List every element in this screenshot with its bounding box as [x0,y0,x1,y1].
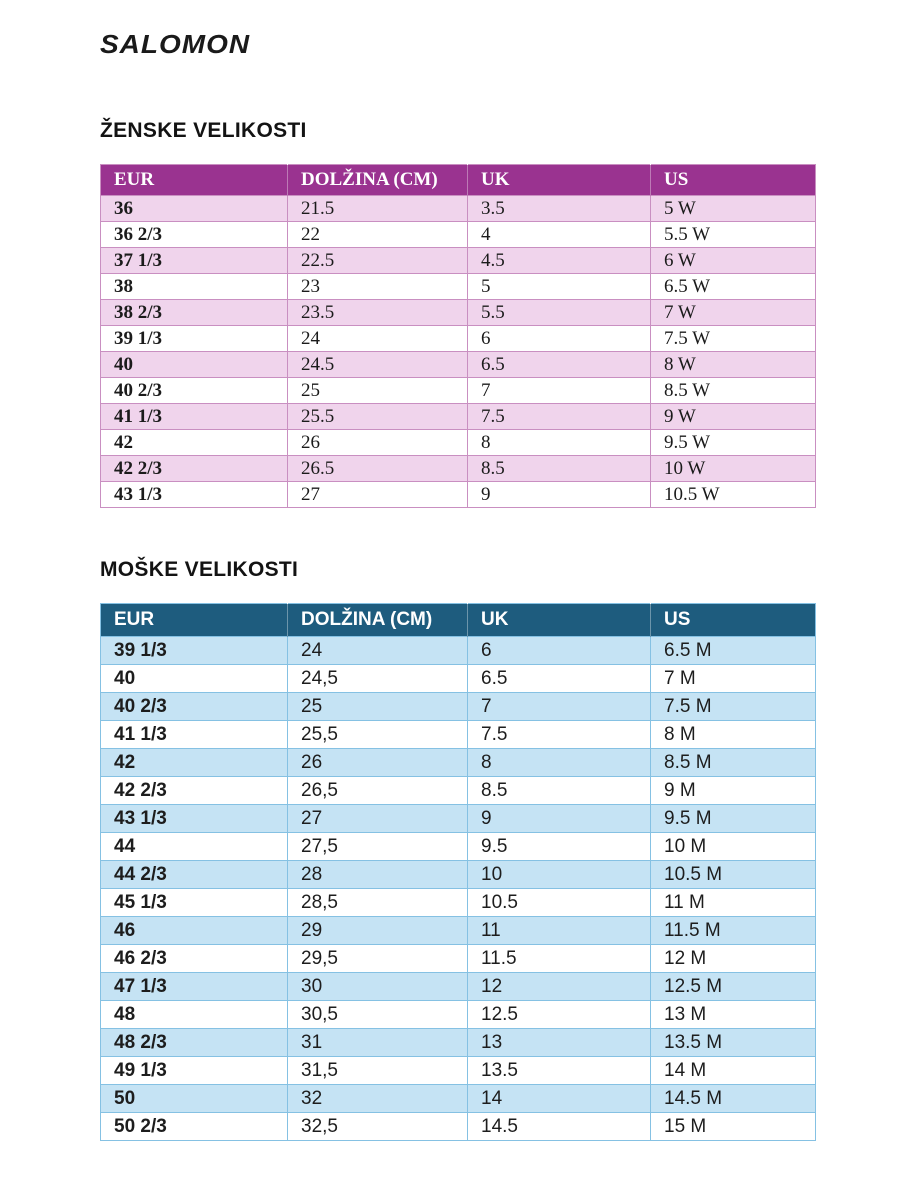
table-cell: 7.5 W [651,326,816,352]
table-cell: 25 [288,693,468,721]
table-cell: 12 M [651,945,816,973]
women-column-header-length: DOLŽINA (CM) [288,165,468,196]
table-cell: 25 [288,378,468,404]
table-cell: 10 M [651,833,816,861]
table-cell: 8 W [651,352,816,378]
table-cell: 41 1/3 [101,404,288,430]
table-cell: 6.5 M [651,637,816,665]
table-cell: 46 2/3 [101,945,288,973]
salomon-logo: SALOMON [100,30,251,59]
table-cell: 6.5 W [651,274,816,300]
table-cell: 15 M [651,1113,816,1141]
table-cell: 47 1/3 [101,973,288,1001]
table-cell: 5.5 W [651,222,816,248]
men-column-header-eur: EUR [101,604,288,637]
table-cell: 50 2/3 [101,1113,288,1141]
table-cell: 27 [288,482,468,508]
table-cell: 40 2/3 [101,693,288,721]
table-cell: 8.5 [468,777,651,805]
table-row [101,945,816,973]
table-cell: 7.5 [468,404,651,430]
table-cell: 9.5 W [651,430,816,456]
table-row [101,404,816,430]
table-cell: 13.5 [468,1057,651,1085]
table-row [101,693,816,721]
table-cell: 40 2/3 [101,378,288,404]
table-cell: 14.5 M [651,1085,816,1113]
table-cell: 50 [101,1085,288,1113]
table-cell: 8.5 M [651,749,816,777]
table-cell: 21.5 [288,196,468,222]
table-row [101,274,816,300]
table-cell: 31,5 [288,1057,468,1085]
table-cell: 23 [288,274,468,300]
table-row [101,1113,816,1141]
table-row [101,222,816,248]
table-row [101,1029,816,1057]
men-sizes-table [100,603,816,1141]
table-row [101,665,816,693]
table-row [101,917,816,945]
table-row [101,749,816,777]
table-row [101,456,816,482]
table-cell: 40 [101,665,288,693]
table-cell: 25.5 [288,404,468,430]
table-row [101,721,816,749]
table-cell: 7 [468,693,651,721]
men-sizes-section [100,558,815,1141]
table-cell: 8.5 W [651,378,816,404]
table-cell: 9 [468,482,651,508]
table-row [101,777,816,805]
table-row [101,352,816,378]
table-cell: 8.5 [468,456,651,482]
table-row [101,300,816,326]
table-cell: 38 [101,274,288,300]
table-cell: 5 W [651,196,816,222]
table-cell: 10 W [651,456,816,482]
table-cell: 7.5 M [651,693,816,721]
table-cell: 48 [101,1001,288,1029]
table-cell: 46 [101,917,288,945]
table-cell: 11.5 [468,945,651,973]
table-cell: 4.5 [468,248,651,274]
table-cell: 6.5 [468,665,651,693]
table-cell: 11 M [651,889,816,917]
table-cell: 28,5 [288,889,468,917]
table-cell: 24,5 [288,665,468,693]
table-cell: 10.5 M [651,861,816,889]
table-cell: 42 [101,749,288,777]
table-cell: 38 2/3 [101,300,288,326]
table-cell: 26.5 [288,456,468,482]
table-cell: 26 [288,430,468,456]
table-cell: 8 [468,430,651,456]
table-row [101,1001,816,1029]
table-cell: 30,5 [288,1001,468,1029]
table-cell: 6 [468,637,651,665]
table-cell: 42 [101,430,288,456]
table-cell: 6 [468,326,651,352]
table-cell: 6 W [651,248,816,274]
table-cell: 27,5 [288,833,468,861]
table-cell: 36 [101,196,288,222]
table-cell: 10.5 W [651,482,816,508]
table-cell: 26 [288,749,468,777]
table-cell: 42 2/3 [101,456,288,482]
table-cell: 12.5 [468,1001,651,1029]
table-cell: 13 M [651,1001,816,1029]
table-cell: 5 [468,274,651,300]
table-cell: 14 M [651,1057,816,1085]
women-column-header-eur: EUR [101,165,288,196]
table-cell: 5.5 [468,300,651,326]
men-column-header-us: US [651,604,816,637]
table-cell: 41 1/3 [101,721,288,749]
women-sizes-table [100,164,816,508]
table-cell: 27 [288,805,468,833]
women-column-header-us: US [651,165,816,196]
table-cell: 6.5 [468,352,651,378]
table-cell: 11 [468,917,651,945]
table-cell: 44 [101,833,288,861]
table-cell: 22 [288,222,468,248]
table-cell: 43 1/3 [101,805,288,833]
table-row [101,973,816,1001]
table-cell: 14.5 [468,1113,651,1141]
table-cell: 24 [288,637,468,665]
women-sizes-section [100,119,815,508]
table-cell: 37 1/3 [101,248,288,274]
table-cell: 7 W [651,300,816,326]
table-cell: 9 W [651,404,816,430]
table-cell: 26,5 [288,777,468,805]
table-row [101,248,816,274]
table-row [101,833,816,861]
table-cell: 7 [468,378,651,404]
men-table-header-row [101,604,816,637]
table-row [101,196,816,222]
table-cell: 48 2/3 [101,1029,288,1057]
table-cell: 13.5 M [651,1029,816,1057]
table-cell: 8 [468,749,651,777]
table-cell: 32 [288,1085,468,1113]
table-row [101,805,816,833]
table-row [101,637,816,665]
table-cell: 28 [288,861,468,889]
table-cell: 32,5 [288,1113,468,1141]
table-cell: 8 M [651,721,816,749]
table-cell: 3.5 [468,196,651,222]
table-cell: 24.5 [288,352,468,378]
table-cell: 43 1/3 [101,482,288,508]
table-cell: 40 [101,352,288,378]
men-column-header-length: DOLŽINA (CM) [288,604,468,637]
table-cell: 39 1/3 [101,326,288,352]
table-cell: 11.5 M [651,917,816,945]
table-row [101,861,816,889]
table-cell: 10.5 [468,889,651,917]
table-cell: 9.5 M [651,805,816,833]
table-cell: 12.5 M [651,973,816,1001]
table-row [101,889,816,917]
men-sizes-title: MOŠKE VELIKOSTI [100,558,299,581]
table-cell: 7.5 [468,721,651,749]
table-cell: 39 1/3 [101,637,288,665]
table-cell: 29 [288,917,468,945]
table-cell: 13 [468,1029,651,1057]
table-row [101,378,816,404]
table-row [101,430,816,456]
women-sizes-title: ŽENSKE VELIKOSTI [100,119,307,142]
table-cell: 22.5 [288,248,468,274]
table-cell: 4 [468,222,651,248]
table-cell: 30 [288,973,468,1001]
table-cell: 44 2/3 [101,861,288,889]
table-row [101,326,816,352]
men-column-header-uk: UK [468,604,651,637]
table-cell: 25,5 [288,721,468,749]
table-cell: 24 [288,326,468,352]
women-column-header-uk: UK [468,165,651,196]
table-cell: 7 M [651,665,816,693]
table-row [101,1085,816,1113]
table-cell: 36 2/3 [101,222,288,248]
table-cell: 12 [468,973,651,1001]
table-cell: 9 M [651,777,816,805]
table-cell: 45 1/3 [101,889,288,917]
table-cell: 29,5 [288,945,468,973]
table-cell: 31 [288,1029,468,1057]
table-cell: 10 [468,861,651,889]
table-row [101,482,816,508]
table-row [101,1057,816,1085]
table-cell: 23.5 [288,300,468,326]
women-table-header-row [101,165,816,196]
table-cell: 9 [468,805,651,833]
table-cell: 49 1/3 [101,1057,288,1085]
table-cell: 9.5 [468,833,651,861]
table-cell: 14 [468,1085,651,1113]
table-cell: 42 2/3 [101,777,288,805]
